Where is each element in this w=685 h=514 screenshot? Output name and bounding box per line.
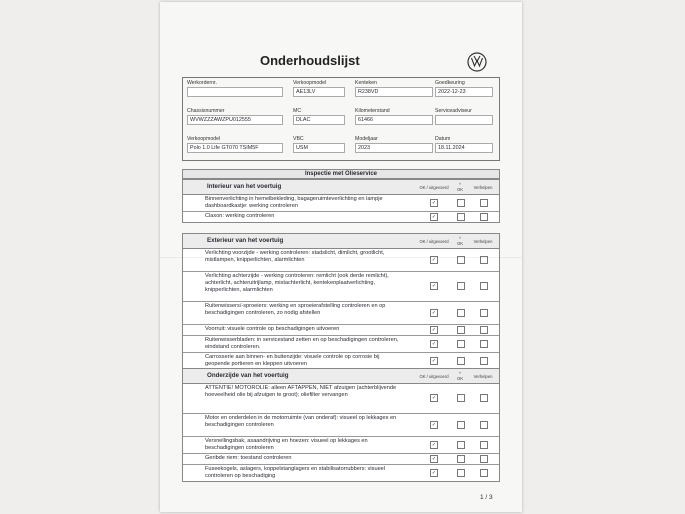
nok-checkbox[interactable] [457, 256, 465, 264]
col-ok: OK / uitgevoerd [419, 185, 449, 190]
field-verkoopmodel: Verkoopmodel AE13LV [293, 80, 345, 97]
checklist-row: Verlichting achterzijde - werking controleren: remlicht (ook derde remlicht), achterlicht, achteruitrijlamp, mistachterlicht, kentekenplaatverlichting, knipperlichten, alarmlichten ✓ [183, 272, 499, 302]
ok-checkbox[interactable]: ✓ [431, 257, 437, 263]
document-title: Onderhoudslijst [260, 53, 360, 68]
col-ok: OK / uitgevoerd [419, 374, 449, 379]
col-nok: ^ OK [456, 371, 464, 381]
nok-checkbox[interactable] [457, 441, 465, 449]
section-header [183, 234, 499, 249]
section-title: Exterieur van het voertuig [207, 237, 284, 244]
ok-checkbox[interactable]: ✓ [431, 341, 437, 347]
nok-checkbox[interactable] [457, 421, 465, 429]
checklist-row: Carrosserie aan binnen- en buitenzijde: visuele controle op corrosie bij geopende portieren en kleppen uitvoeren ✓ [183, 353, 499, 369]
ok-checkbox[interactable]: ✓ [431, 358, 437, 364]
ok-checkbox[interactable]: ✓ [431, 327, 437, 333]
checklist-row: Verlichting voorzijde - werking controleren: stadslicht, dimlicht, grootlicht, mistlampen, knipperlichten, alarmlichten ✓ [183, 249, 499, 272]
field-datum: Datum 18.11.2024 [435, 136, 493, 153]
ok-checkbox[interactable]: ✓ [431, 310, 437, 316]
nok-checkbox[interactable] [457, 340, 465, 348]
verhelpen-checkbox[interactable] [480, 326, 488, 334]
verhelpen-checkbox[interactable] [480, 394, 488, 402]
nok-checkbox[interactable] [457, 455, 465, 463]
checklist-row: Ruitenwisserbladen: in servicestand zetten en op beschadigingen controleren, eindstand controleren. ✓ [183, 336, 499, 353]
nok-checkbox[interactable] [457, 326, 465, 334]
col-nok: ^ OK [456, 236, 464, 246]
service-banner: Inspectie met Olieservice [182, 169, 500, 179]
checklist-row: Ruitenwissers/-sproeiers: werking en sproeierafstelling controleren en op beschadigingen controleren, zo nodig afstellen ✓ [183, 302, 499, 325]
nok-checkbox[interactable] [457, 469, 465, 477]
field-modeljaar: Modeljaar 2023 [355, 136, 433, 153]
ok-checkbox[interactable]: ✓ [431, 442, 437, 448]
field-vbc: VBC USM [293, 136, 345, 153]
nok-checkbox[interactable] [457, 282, 465, 290]
verhelpen-checkbox[interactable] [480, 421, 488, 429]
verhelpen-checkbox[interactable] [480, 469, 488, 477]
field-goedkeuring: Goedkeuring 2022-12-23 [435, 80, 493, 97]
verhelpen-checkbox[interactable] [480, 357, 488, 365]
checklist-row: Fuseekogels, aslagers, koppelstanglagers en stabilisatorrubbers: visueel controleren op beschadiging ✓ [183, 465, 499, 481]
checklist-row: Geribde riem: toestand controleren ✓ [183, 454, 499, 465]
ok-checkbox[interactable]: ✓ [431, 200, 437, 206]
page-number: 1 / 3 [480, 494, 493, 501]
vehicle-info-box [182, 77, 500, 161]
document-page [160, 2, 522, 512]
section-exterieur [182, 233, 500, 370]
field-chassisnummer: Chassisnummer WVWZZZAWZPU012555 [187, 108, 283, 125]
section-header [183, 180, 499, 195]
verhelpen-checkbox[interactable] [480, 282, 488, 290]
ok-checkbox[interactable]: ✓ [431, 456, 437, 462]
nok-checkbox[interactable] [457, 357, 465, 365]
checklist-row: ATTENTIE! MOTOROLIE: alleen AFTAPPEN, NIET afzuigen (achterblijvende hoeveelheid olie bij afzuigen te groot); oliefilter vervangen ✓ [183, 384, 499, 414]
section-title: Onderzijde van het voertuig [207, 372, 289, 379]
col-ok: OK / uitgevoerd [419, 239, 449, 244]
field-verkoopmodel-naam: Verkoopmodel Polo 1.0 Life GT070 TSIM5F [187, 136, 283, 153]
verhelpen-checkbox[interactable] [480, 309, 488, 317]
ok-checkbox[interactable]: ✓ [431, 214, 437, 220]
col-verhelpen: Verhelpen [473, 239, 493, 244]
checklist-row: Binnenverlichting in hemelbekleding, bagageruimteverlichting en lampje dashboardkastje: werking controleren ✓ [183, 195, 499, 212]
checklist-row: Claxon: werking controleren ✓ [183, 212, 499, 222]
verhelpen-checkbox[interactable] [480, 199, 488, 207]
verhelpen-checkbox[interactable] [480, 256, 488, 264]
field-serviceadviseur: Serviceadviseur [435, 108, 493, 125]
field-mc: MC DLAC [293, 108, 345, 125]
nok-checkbox[interactable] [457, 213, 465, 221]
checklist-row: Versnellingsbak, asaandrijving en hoezen: visueel op lekkages en beschadigingen controleren ✓ [183, 437, 499, 454]
vw-logo-icon [467, 52, 487, 72]
col-nok: ^ OK [456, 182, 464, 192]
ok-checkbox[interactable]: ✓ [431, 395, 437, 401]
section-interieur [182, 179, 500, 223]
verhelpen-checkbox[interactable] [480, 441, 488, 449]
section-title: Interieur van het voertuig [207, 183, 282, 190]
ok-checkbox[interactable]: ✓ [431, 283, 437, 289]
nok-checkbox[interactable] [457, 309, 465, 317]
field-werkordernr: Werkordernr. [187, 80, 283, 97]
nok-checkbox[interactable] [457, 394, 465, 402]
col-verhelpen: Verhelpen [473, 185, 493, 190]
col-verhelpen: Verhelpen [473, 374, 493, 379]
ok-checkbox[interactable]: ✓ [431, 470, 437, 476]
verhelpen-checkbox[interactable] [480, 455, 488, 463]
field-kilometerstand: Kilometerstand 61466 [355, 108, 433, 125]
section-header [183, 369, 499, 384]
checklist-row: Motor en onderdelen in de motorruimte (van onderaf): visueel op lekkages en beschadigingen controleren ✓ [183, 414, 499, 437]
nok-checkbox[interactable] [457, 199, 465, 207]
section-onderzijde [182, 368, 500, 482]
checklist-row: Voorruit: visuele controle op beschadigingen uitvoeren ✓ [183, 325, 499, 336]
verhelpen-checkbox[interactable] [480, 213, 488, 221]
verhelpen-checkbox[interactable] [480, 340, 488, 348]
field-kenteken: Kenteken R238VD [355, 80, 433, 97]
ok-checkbox[interactable]: ✓ [431, 422, 437, 428]
